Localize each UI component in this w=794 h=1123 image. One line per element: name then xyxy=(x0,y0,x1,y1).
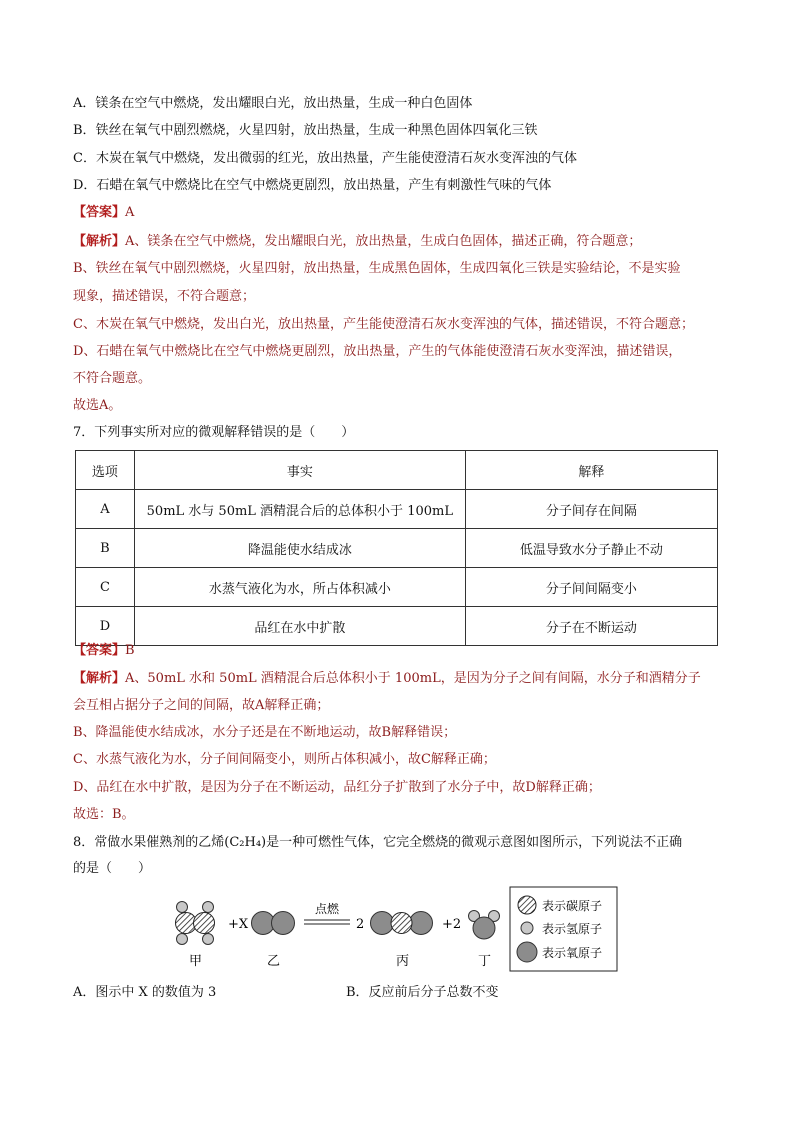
oxygen-molecule xyxy=(252,912,295,935)
label-jia: 甲 xyxy=(189,954,203,969)
q6-analysis-line: 不符合题意。 xyxy=(73,371,152,386)
q8-option-a: A．图示中 X 的数值为 3 xyxy=(73,985,217,1000)
q8-option-b: B．反应前后分子总数不变 xyxy=(346,985,499,1000)
table-cell: D xyxy=(76,607,135,646)
answer-tag: 【答案】 xyxy=(73,643,126,658)
label-yi: 乙 xyxy=(267,954,281,969)
answer-tag: 【答案】 xyxy=(73,205,126,220)
table-cell: B xyxy=(76,529,135,568)
reaction-diagram xyxy=(170,883,620,978)
answer-value: B xyxy=(125,643,135,658)
q7-analysis-line: D、品红在水中扩散，是因为分子在不断运动，品红分子扩散到了水分子中，故D解释正确； xyxy=(73,780,601,795)
table-cell: 低温导致水分子静止不动 xyxy=(465,529,717,568)
legend-oxygen: 表示氧原子 xyxy=(542,946,603,960)
q7-conclusion: 故选：B。 xyxy=(73,807,135,822)
q6-option-a: A．镁条在空气中燃烧，发出耀眼白光，放出热量，生成一种白色固体 xyxy=(73,96,473,111)
table-header: 事实 xyxy=(134,451,465,490)
q6-option-c: C．木炭在氧气中燃烧，发出微弱的红光，放出热量，产生能使澄清石灰水变浑浊的气体 xyxy=(73,151,577,166)
q8-stem-line2: 的是（ ） xyxy=(73,861,152,876)
table-cell: 分子在不断运动 xyxy=(465,607,717,646)
reaction-condition: 点燃 xyxy=(315,902,340,916)
table-cell: 水蒸气液化为水，所占体积减小 xyxy=(134,568,465,607)
q6-analysis-line xyxy=(73,232,733,252)
ethylene-molecule xyxy=(176,902,215,945)
legend-carbon: 表示碳原子 xyxy=(542,899,603,913)
analysis-tag: 【解析】 xyxy=(73,234,126,249)
table-cell: A xyxy=(76,490,135,529)
coefficient-x: +X xyxy=(228,917,249,932)
table-cell: 分子间存在间隔 xyxy=(465,490,717,529)
q7-analysis-line: C、水蒸气液化为水，分子间间隔变小，则所占体积减小，故C解释正确； xyxy=(73,752,496,767)
table-header-row xyxy=(76,451,718,490)
table-row xyxy=(76,529,718,568)
q6-option-b: B．铁丝在氧气中剧烈燃烧，火星四射，放出热量，生成一种黑色固体四氧化三铁 xyxy=(73,123,538,138)
table-cell: 品红在水中扩散 xyxy=(134,607,465,646)
table-header: 解释 xyxy=(465,451,717,490)
label-ding: 丁 xyxy=(478,954,492,969)
table-cell: 50mL 水与 50mL 酒精混合后的总体积小于 100mL xyxy=(134,490,465,529)
q8-stem-line1: 8．常做水果催熟剂的乙烯(C₂H₄)是一种可燃性气体，它完全燃烧的微观示意图如图所示，下列说法不正确 xyxy=(73,835,683,850)
q6-analysis-line: C、木炭在氧气中燃烧，发出白光，放出热量，产生能使澄清石灰水变浑浊的气体，描述错误，不符合题意； xyxy=(73,317,694,332)
analysis-text: A、50mL 水和 50mL 酒精混合后总体积小于 100mL，是因为分子之间有间隔，水分子和酒精分子 xyxy=(125,671,701,686)
table-row xyxy=(76,568,718,607)
legend-hydrogen: 表示氢原子 xyxy=(542,922,603,936)
answer-value: A xyxy=(125,205,135,220)
hydrogen-atom-icon xyxy=(521,922,533,934)
q6-analysis-line: B、铁丝在氧气中剧烈燃烧，火星四射，放出热量，生成黑色固体，生成四氧化三铁是实验结论，不是实验 xyxy=(73,261,681,276)
coefficient-plus-two: +2 xyxy=(442,917,462,932)
q7-stem: 7．下列事实所对应的微观解释错误的是（ ） xyxy=(73,425,355,440)
q6-analysis-line: D、石蜡在氧气中燃烧比在空气中燃烧更剧烈，放出热量，产生的气体能使澄清石灰水变浑浊，描述错误， xyxy=(73,344,682,359)
carbon-dioxide-molecule xyxy=(371,912,433,935)
q7-analysis-line: B、降温能使水结成冰，水分子还是在不断地运动，故B解释错误； xyxy=(73,725,457,740)
table-cell: 分子间间隔变小 xyxy=(465,568,717,607)
atom-legend xyxy=(510,887,617,971)
water-molecule xyxy=(469,911,500,940)
table-cell: C xyxy=(76,568,135,607)
coefficient-two: 2 xyxy=(356,917,365,932)
table-cell: 降温能使水结成冰 xyxy=(134,529,465,568)
analysis-text: A、镁条在空气中燃烧，发出耀眼白光，放出热量，生成白色固体，描述正确，符合题意； xyxy=(125,234,642,249)
q7-table xyxy=(75,450,718,646)
q6-conclusion: 故选A。 xyxy=(73,398,122,413)
q7-analysis-line xyxy=(73,669,733,689)
q7-answer xyxy=(73,641,733,661)
label-bing: 丙 xyxy=(396,954,410,969)
q6-option-d: D．石蜡在氧气中燃烧比在空气中燃烧更剧烈，放出热量，产生有刺激性气味的气体 xyxy=(73,178,552,193)
table-row xyxy=(76,490,718,529)
q7-analysis-line: 会互相占据分子之间的间隔，故A解释正确； xyxy=(73,698,330,713)
table-header: 选项 xyxy=(76,451,135,490)
table-row xyxy=(76,607,718,646)
q6-analysis-line: 现象，描述错误，不符合题意； xyxy=(73,289,256,304)
carbon-atom-icon xyxy=(518,896,536,914)
oxygen-atom-icon xyxy=(517,942,537,962)
analysis-tag: 【解析】 xyxy=(73,671,126,686)
q6-answer xyxy=(73,203,733,223)
